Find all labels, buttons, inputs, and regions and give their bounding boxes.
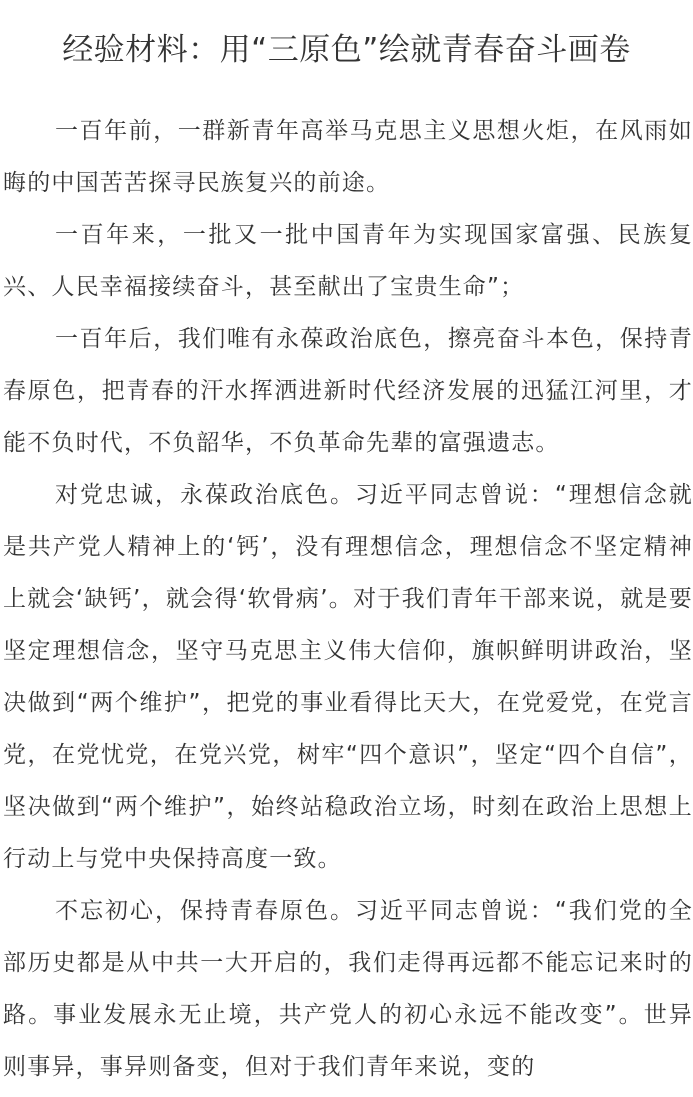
paragraph: 对党忠诚，永葆政治底色。习近平同志曾说：“理想信念就是共产党人精神上的‘钙’，没有理想信念，理想信念不坚定精神上就会‘缺钙’，就会得‘软骨病’。对于我们青年干部来说，就是要坚定理想信念，坚守马克思主义伟大信仰，旗帜鲜明讲政治，坚决做到“两个维护”，把党的事业看得比天大，在党爱党，在党言党，在党忧党，在党兴党，树牢“四个意识”，坚定“四个自信”，坚决做到“两个维护”，始终站稳政治立场，时刻在政治上思想上行动上与党中央保持高度一致。: [3, 482, 693, 872]
paragraph: 一百年来，一批又一批中国青年为实现国家富强、民族复兴、人民幸福接续奋斗，甚至献出了宝贵生命”；: [3, 222, 693, 300]
paragraph: 一百年后，我们唯有永葆政治底色，擦亮奋斗本色，保持青春原色，把青春的汗水挥洒进新时代经济发展的迅猛江河里，才能不负时代，不负韶华，不负革命先辈的富强遗志。: [3, 326, 693, 456]
paragraph: 一百年前，一群新青年高举马克思主义思想火炬，在风雨如晦的中国苦苦探寻民族复兴的前途。: [3, 118, 693, 196]
article-title: 经验材料：用“三原色”绘就青春奋斗画卷: [62, 32, 631, 68]
article-body: [3, 105, 693, 1093]
paragraph: 不忘初心，保持青春原色。习近平同志曾说：“我们党的全部历史都是从中共一大开启的，我们走得再远都不能忘记来时的路。事业发展永无止境，共产党人的初心永远不能改变”。世异则事异，事异则备变，但对于我们青年来说，变的: [3, 898, 693, 1080]
